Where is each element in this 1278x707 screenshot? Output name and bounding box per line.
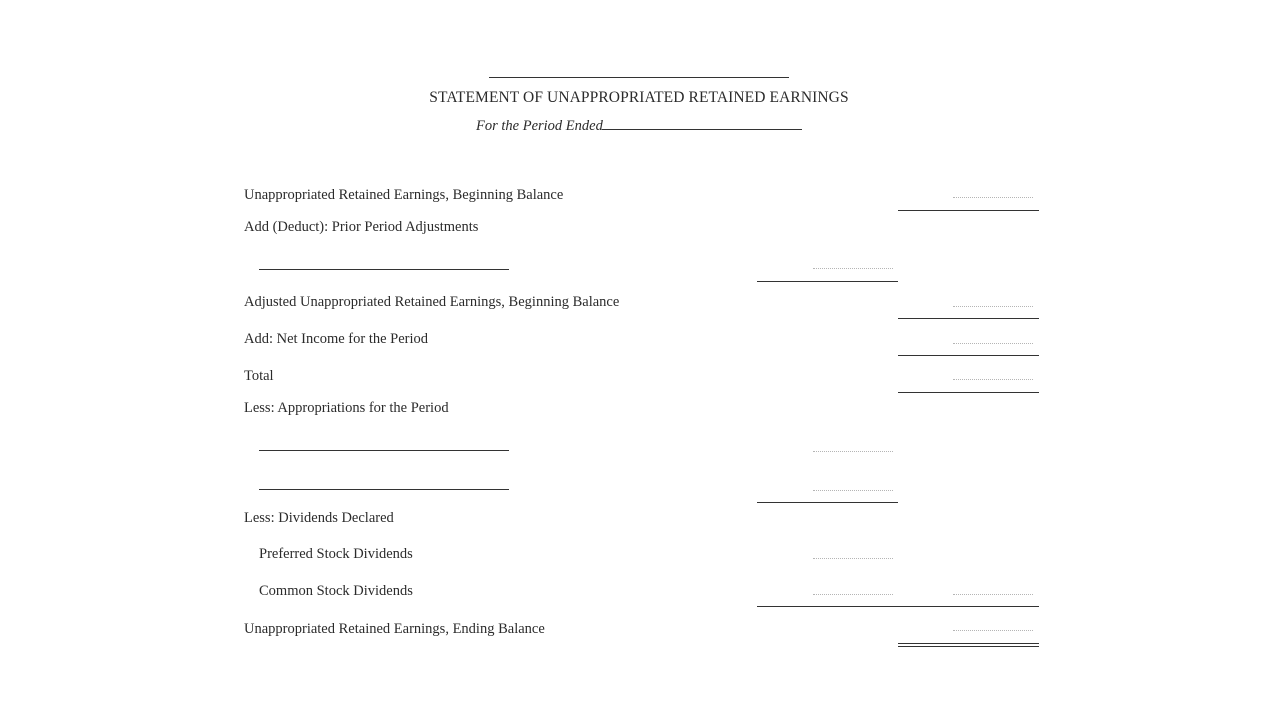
net-income-underline [898,355,1039,356]
total-amount-field[interactable] [953,379,1033,380]
prior-period-adjustments-label: Add (Deduct): Prior Period Adjustments [244,219,479,235]
adjustment-amount-underline [757,281,898,282]
dividends-underline [757,606,1039,607]
preferred-dividends-label: Preferred Stock Dividends [259,546,413,562]
common-dividends-label: Common Stock Dividends [259,583,413,599]
company-name-blank-line[interactable] [489,77,789,78]
adjustment-description-blank-line[interactable] [259,269,509,270]
beginning-balance-underline [898,210,1039,211]
period-date-blank-line[interactable] [602,129,802,130]
appropriations-subtotal-underline [757,502,898,503]
statement-title: STATEMENT OF UNAPPROPRIATED RETAINED EARNINGS [429,89,849,106]
net-income-amount-field[interactable] [953,343,1033,344]
appropriation-1-description-blank-line[interactable] [259,450,509,451]
beginning-balance-amount-field[interactable] [953,197,1033,198]
adjusted-beginning-balance-amount-field[interactable] [953,306,1033,307]
total-underline [898,392,1039,393]
preferred-dividends-amount-field[interactable] [813,558,893,559]
beginning-balance-label: Unappropriated Retained Earnings, Beginning Balance [244,187,564,203]
adjustment-amount-field[interactable] [813,268,893,269]
common-dividends-amount-field[interactable] [813,594,893,595]
appropriation-1-amount-field[interactable] [813,451,893,452]
adjusted-beginning-balance-label: Adjusted Unappropriated Retained Earnings, Beginning Balance [244,294,620,310]
net-income-label: Add: Net Income for the Period [244,331,429,347]
ending-balance-double-underline [898,643,1039,647]
appropriation-2-description-blank-line[interactable] [259,489,509,490]
ending-balance-amount-field[interactable] [953,630,1033,631]
appropriations-label: Less: Appropriations for the Period [244,400,449,416]
total-dividends-amount-field[interactable] [953,594,1033,595]
dividends-declared-label: Less: Dividends Declared [244,510,394,526]
ending-balance-label: Unappropriated Retained Earnings, Ending Balance [244,621,545,637]
period-label: For the Period Ended [476,118,603,134]
appropriation-2-amount-field[interactable] [813,490,893,491]
total-label: Total [244,368,274,384]
adjusted-beginning-balance-underline [898,318,1039,319]
